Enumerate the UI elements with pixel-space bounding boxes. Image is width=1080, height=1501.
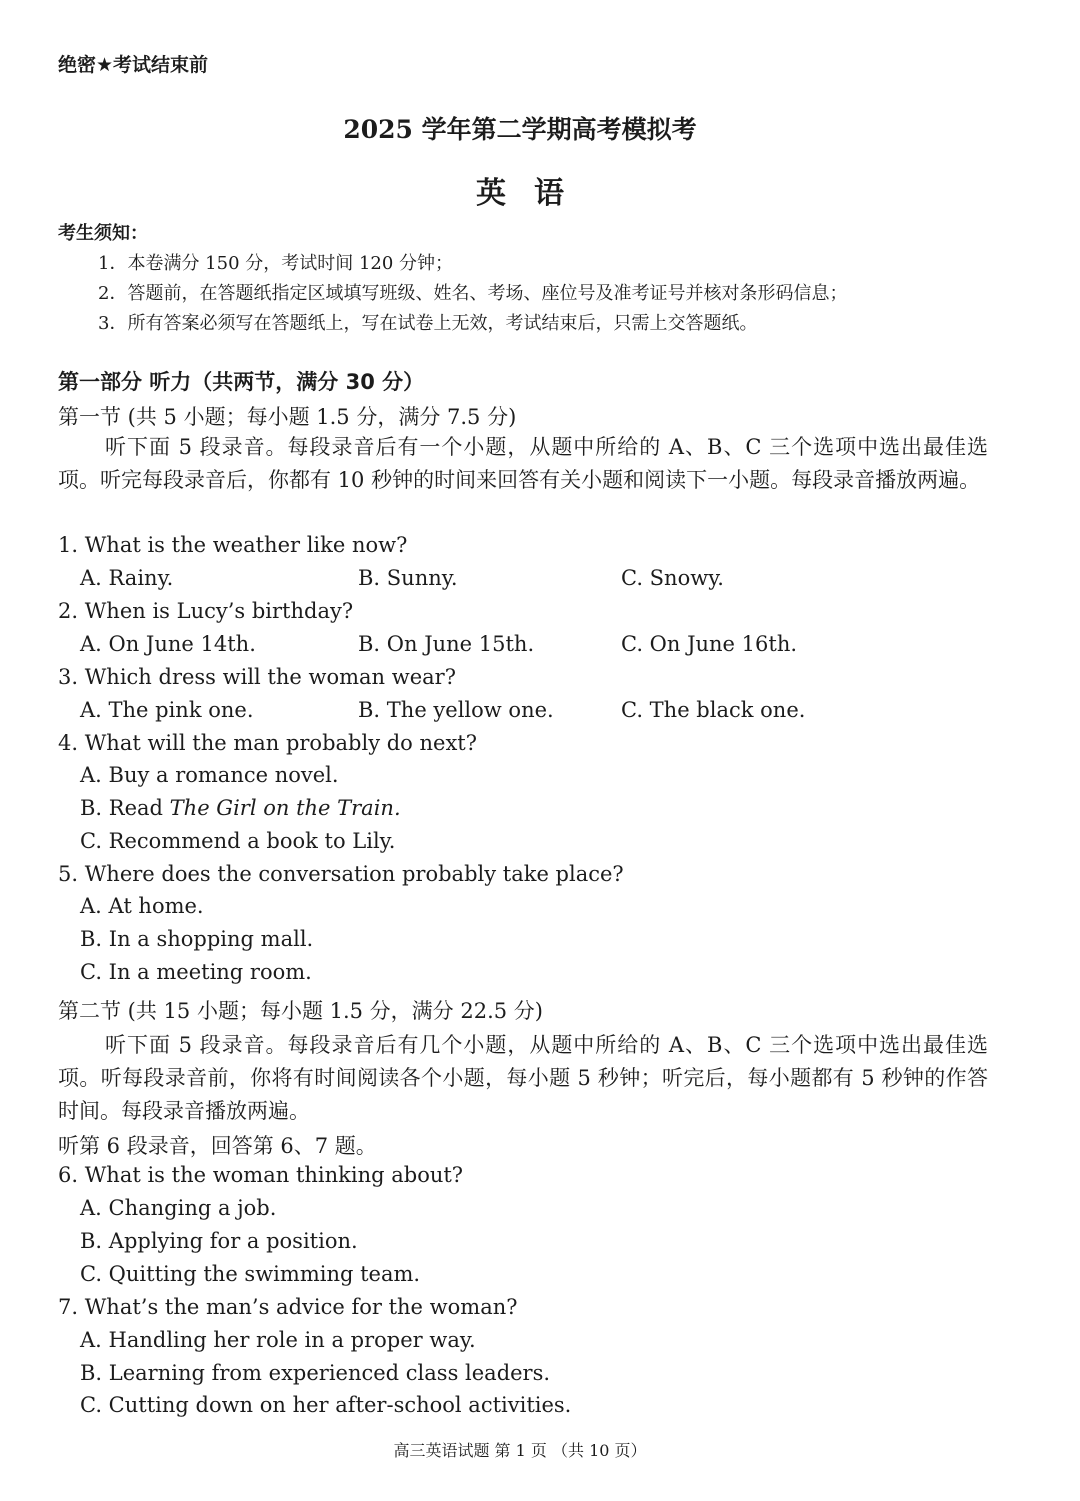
- answer-option: A. At home.: [80, 894, 204, 918]
- answer-option: B. Sunny.: [358, 566, 458, 590]
- answer-option: B. Learning from experienced class leaders.: [80, 1361, 551, 1385]
- answer-option: B. In a shopping mall.: [80, 927, 314, 951]
- answer-option: B. The yellow one.: [358, 698, 554, 722]
- question-stem: 6. What is the woman thinking about?: [58, 1163, 464, 1187]
- answer-option: C. Snowy.: [621, 566, 724, 590]
- answer-option: C. Recommend a book to Lily.: [80, 829, 396, 853]
- notice-item: 3．所有答案必须写在答题纸上，写在试卷上无效，考试结束后，只需上交答题纸。: [98, 313, 758, 334]
- answer-option: C. In a meeting room.: [80, 960, 312, 984]
- answer-option: B. On June 15th.: [358, 632, 535, 656]
- question-stem: 3. Which dress will the woman wear?: [58, 665, 456, 689]
- page-footer: 高三英语试题 第 1 页 （共 10 页）: [393, 1441, 647, 1460]
- dialogue-instruction: 听第 6 段录音，回答第 6、7 题。: [58, 1134, 377, 1158]
- answer-option: A. Rainy.: [80, 566, 174, 590]
- question-stem: 1. What is the weather like now?: [58, 533, 408, 557]
- book-title: The Girl on the Train.: [169, 796, 401, 820]
- answer-option: A. Buy a romance novel.: [80, 763, 339, 787]
- answer-option: B. Applying for a position.: [80, 1229, 358, 1253]
- notice-item: 1．本卷满分 150 分，考试时间 120 分钟；: [98, 253, 454, 274]
- answer-option: A. On June 14th.: [80, 632, 256, 656]
- exam-title: 2025 学年第二学期高考模拟考: [343, 115, 697, 144]
- answer-option: B. Read The Girl on the Train.: [80, 796, 401, 820]
- answer-option: A. Changing a job.: [80, 1196, 277, 1220]
- question-stem: 5. Where does the conversation probably take place?: [58, 862, 624, 886]
- question-stem: 2. When is Lucy’s birthday?: [58, 599, 354, 623]
- answer-option: C. The black one.: [621, 698, 806, 722]
- notice-item: 2．答题前，在答题纸指定区域填写班级、姓名、考场、座位号及准考证号并核对条形码信息；: [98, 283, 848, 304]
- section-instructions: 听下面 5 段录音。每段录音后有几个小题，从题中所给的 A、B、C 三个选项中选出最佳选项。听每段录音前，你将有时间阅读各个小题，每小题 5 秒钟；听完后，每小题都有 5 秒钟的作答时间。每段录音播放两遍。: [58, 1033, 988, 1123]
- question-stem: 7. What’s the man’s advice for the woman?: [58, 1295, 518, 1319]
- section-heading: 第一节 (共 5 小题；每小题 1.5 分，满分 7.5 分): [58, 405, 517, 429]
- answer-option: C. Cutting down on her after-school activities.: [80, 1393, 572, 1417]
- confidential-label: 绝密★考试结束前: [58, 54, 209, 76]
- answer-option: A. The pink one.: [80, 698, 254, 722]
- part-heading: 第一部分 听力（共两节，满分 30 分）: [58, 370, 425, 394]
- subject-title: 英语: [476, 176, 592, 211]
- answer-option: A. Handling her role in a proper way.: [80, 1328, 476, 1352]
- section-instructions: 听下面 5 段录音。每段录音后有一个小题，从题中所给的 A、B、C 三个选项中选出最佳选项。听完每段录音后，你都有 10 秒钟的时间来回答有关小题和阅读下一小题。每段录音播放两遍。: [58, 435, 988, 492]
- question-stem: 4. What will the man probably do next?: [58, 731, 477, 755]
- answer-option: C. On June 16th.: [621, 632, 798, 656]
- answer-option: C. Quitting the swimming team.: [80, 1262, 421, 1286]
- section-heading: 第二节 (共 15 小题；每小题 1.5 分，满分 22.5 分): [58, 999, 543, 1023]
- notice-heading: 考生须知：: [58, 223, 148, 244]
